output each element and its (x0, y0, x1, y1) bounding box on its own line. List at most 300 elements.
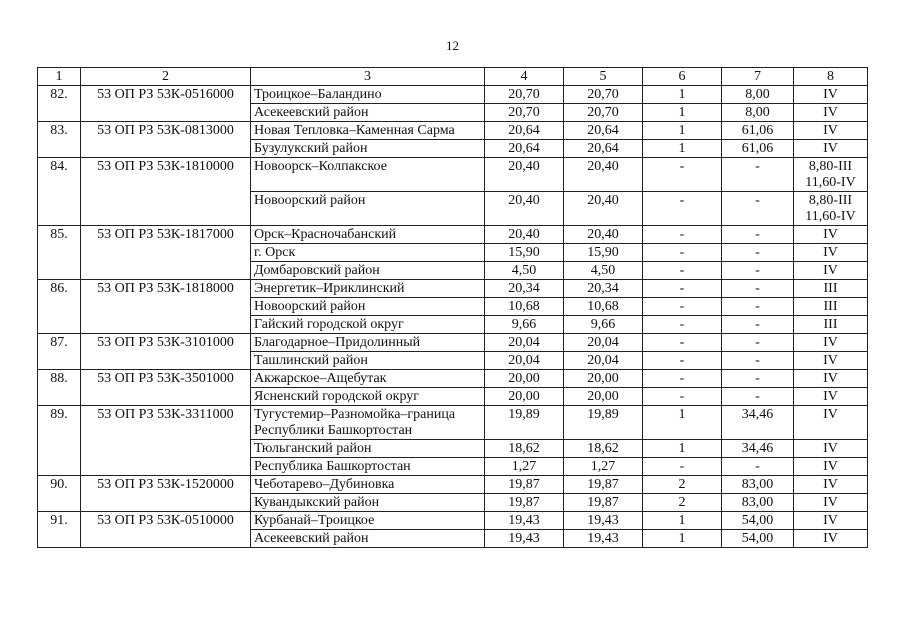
bridge-count-cell (643, 298, 722, 316)
length-total-cell (485, 370, 564, 388)
length-cell-text: 10,68 (587, 299, 619, 314)
category-cell-text: III (823, 317, 838, 332)
bridge-length-cell (722, 494, 794, 512)
category-cell (794, 530, 868, 548)
bridge-length-cell-text: - (755, 281, 760, 296)
bridge-length-cell-text: - (755, 263, 760, 278)
road-name-cell (251, 86, 485, 104)
road-name-cell-text: Акжарское–Ащебутак (254, 371, 387, 386)
bridge-length-cell-text: 61,06 (741, 123, 774, 138)
bridge-count-cell-text: - (679, 227, 685, 242)
road-name-cell (251, 530, 485, 548)
bridge-count-cell-text: 1 (678, 105, 686, 120)
length-total-cell (485, 298, 564, 316)
category-cell (794, 370, 868, 388)
length-total-cell (485, 494, 564, 512)
bridge-length-cell (722, 458, 794, 476)
bridge-length-cell-text: 8,00 (745, 105, 770, 120)
road-name-cell (251, 104, 485, 122)
length-total-cell-text: 4,50 (511, 263, 537, 278)
length-cell (564, 406, 643, 440)
category-cell (794, 476, 868, 494)
category-cell (794, 244, 868, 262)
bridge-count-cell (643, 158, 722, 192)
row-number-cell: 82. (38, 86, 81, 122)
bridge-length-cell (722, 122, 794, 140)
length-cell (564, 262, 643, 280)
length-total-cell (485, 104, 564, 122)
length-cell (564, 140, 643, 158)
length-total-cell (485, 352, 564, 370)
length-total-cell-text: 20,04 (508, 335, 540, 350)
bridge-length-cell-text: - (755, 353, 760, 368)
length-cell (564, 158, 643, 192)
bridge-count-cell (643, 406, 722, 440)
column-header: 1 (38, 68, 81, 86)
length-cell-text: 19,43 (587, 513, 619, 528)
length-total-cell (485, 458, 564, 476)
road-code-cell: 53 ОП РЗ 53К-1817000 (81, 226, 251, 280)
category-cell (794, 316, 868, 334)
road-name-cell (251, 192, 485, 226)
bridge-length-cell (722, 158, 794, 192)
road-name-cell-text: Новоорский район (254, 299, 366, 314)
length-total-cell-text: 20,64 (508, 141, 540, 156)
bridge-length-cell-text: 83,00 (741, 477, 774, 492)
length-cell (564, 512, 643, 530)
table-row (38, 476, 868, 494)
road-name-cell (251, 352, 485, 370)
length-total-cell-text: 20,70 (508, 87, 540, 102)
length-cell-text: 18,62 (587, 441, 619, 456)
road-name-cell-text: Асекеевский район (254, 105, 369, 120)
road-name-cell-text: Асекеевский район (254, 531, 369, 546)
bridge-length-cell-text: - (755, 335, 760, 350)
category-cell-text: IV (823, 227, 838, 242)
road-name-cell (251, 122, 485, 140)
bridge-count-cell (643, 226, 722, 244)
length-cell (564, 104, 643, 122)
length-cell-text: 19,87 (587, 477, 619, 492)
bridge-count-cell (643, 192, 722, 226)
length-total-cell (485, 226, 564, 244)
road-name-cell-text: Энергетик–Ириклинский (254, 281, 405, 296)
length-total-cell-text: 20,64 (508, 123, 540, 138)
road-name-cell-text: Тугустемир–Разномойка–граница Республики Башкортостан (254, 407, 456, 438)
column-header: 7 (722, 68, 794, 86)
bridge-length-cell (722, 280, 794, 298)
length-cell (564, 122, 643, 140)
length-total-cell (485, 192, 564, 226)
bridge-count-cell (643, 476, 722, 494)
bridge-length-cell-text: - (755, 389, 760, 404)
bridge-length-cell (722, 334, 794, 352)
bridge-count-cell-text: 1 (678, 441, 686, 456)
bridge-count-cell (643, 280, 722, 298)
bridge-count-cell-text: 1 (678, 407, 686, 422)
road-name-cell (251, 512, 485, 530)
length-total-cell-text: 20,00 (508, 371, 540, 386)
road-code-cell: 53 ОП РЗ 53К-1818000 (81, 280, 251, 334)
length-total-cell (485, 476, 564, 494)
bridge-count-cell-text: - (679, 459, 685, 474)
length-cell-text: 19,87 (587, 495, 619, 510)
category-cell-text: IV (823, 389, 838, 404)
bridge-length-cell (722, 388, 794, 406)
road-name-cell (251, 334, 485, 352)
page-number: 12 (446, 38, 459, 53)
length-cell (564, 494, 643, 512)
row-number-cell: 90. (38, 476, 81, 512)
length-cell (564, 388, 643, 406)
road-name-cell-text: Новоорский район (254, 193, 366, 208)
length-cell (564, 530, 643, 548)
bridge-count-cell (643, 104, 722, 122)
bridge-count-cell-text: - (679, 353, 685, 368)
bridge-length-cell (722, 192, 794, 226)
bridge-count-cell (643, 370, 722, 388)
length-total-cell (485, 530, 564, 548)
length-cell-text: 20,70 (587, 87, 619, 102)
road-name-cell (251, 140, 485, 158)
bridge-length-cell (722, 530, 794, 548)
bridge-count-cell-text: - (679, 245, 685, 260)
bridge-count-cell-text: - (679, 371, 685, 386)
length-total-cell (485, 158, 564, 192)
bridge-count-cell (643, 262, 722, 280)
length-total-cell-text: 20,04 (508, 353, 540, 368)
road-name-cell-text: г. Орск (254, 245, 296, 260)
category-cell (794, 440, 868, 458)
length-total-cell-text: 20,40 (508, 227, 540, 242)
length-cell-text: 15,90 (587, 245, 619, 260)
category-cell-text: IV (823, 335, 838, 350)
road-name-cell-text: Курбанай–Троицкое (254, 513, 375, 528)
bridge-count-cell-text: - (679, 335, 685, 350)
table-row (38, 406, 868, 440)
length-total-cell (485, 280, 564, 298)
category-cell-text: IV (823, 531, 838, 546)
length-total-cell (485, 334, 564, 352)
bridge-length-cell-text: - (755, 193, 760, 208)
road-name-cell (251, 406, 485, 440)
bridge-count-cell (643, 440, 722, 458)
category-cell-text: IV (823, 141, 838, 156)
row-number-cell: 91. (38, 512, 81, 548)
bridge-length-cell-text: 34,46 (741, 441, 774, 456)
category-cell-text: III (823, 299, 838, 314)
category-cell-text: 8,80-III 11,60-IV (805, 193, 856, 224)
length-total-cell (485, 388, 564, 406)
bridge-length-cell-text: - (755, 159, 760, 174)
length-cell-text: 1,27 (590, 459, 616, 474)
row-number-cell: 85. (38, 226, 81, 280)
bridge-length-cell-text: 54,00 (741, 531, 774, 546)
road-name-cell-text: Тюльганский район (254, 441, 372, 456)
category-cell-text: IV (823, 353, 838, 368)
bridge-length-cell-text: 83,00 (741, 495, 774, 510)
road-name-cell-text: Троицкое–Баландино (254, 87, 382, 102)
bridge-length-cell (722, 476, 794, 494)
bridge-count-cell-text: 1 (678, 531, 686, 546)
category-cell-text: IV (823, 441, 838, 456)
road-code-cell: 53 ОП РЗ 53К-1520000 (81, 476, 251, 512)
bridge-length-cell (722, 298, 794, 316)
bridge-count-cell-text: - (679, 317, 685, 332)
length-cell (564, 458, 643, 476)
bridge-length-cell-text: - (755, 459, 760, 474)
bridge-count-cell (643, 122, 722, 140)
bridge-length-cell (722, 512, 794, 530)
bridge-count-cell (643, 494, 722, 512)
table-body (38, 86, 868, 548)
road-name-cell (251, 298, 485, 316)
length-cell (564, 316, 643, 334)
road-name-cell-text: Домбаровский район (254, 263, 380, 278)
bridge-length-cell-text: - (755, 371, 760, 386)
road-name-cell (251, 316, 485, 334)
length-total-cell-text: 10,68 (508, 299, 540, 314)
table-row (38, 280, 868, 298)
road-code-cell: 53 ОП РЗ 53К-3501000 (81, 370, 251, 406)
bridge-count-cell (643, 512, 722, 530)
category-cell-text: IV (823, 87, 838, 102)
length-cell-text: 19,43 (587, 531, 619, 546)
category-cell-text: IV (823, 245, 838, 260)
road-name-cell-text: Ясненский городской округ (254, 389, 420, 404)
bridge-count-cell (643, 140, 722, 158)
row-number-cell: 83. (38, 122, 81, 158)
category-cell (794, 388, 868, 406)
table-row (38, 334, 868, 352)
length-cell-text: 20,64 (587, 141, 619, 156)
length-total-cell-text: 18,62 (508, 441, 540, 456)
length-cell (564, 226, 643, 244)
category-cell-text: IV (823, 513, 838, 528)
row-number-cell: 88. (38, 370, 81, 406)
road-name-cell (251, 280, 485, 298)
road-code-cell: 53 ОП РЗ 53К-3311000 (81, 406, 251, 476)
bridge-length-cell (722, 352, 794, 370)
row-number-cell: 89. (38, 406, 81, 476)
bridge-length-cell-text: - (755, 299, 760, 314)
bridge-length-cell-text: - (755, 227, 760, 242)
length-cell-text: 20,00 (587, 371, 619, 386)
category-cell-text: III (823, 281, 838, 296)
road-name-cell-text: Ташлинский район (254, 353, 368, 368)
bridge-count-cell-text: - (679, 159, 685, 174)
category-cell-text: IV (823, 407, 838, 422)
length-total-cell (485, 86, 564, 104)
road-name-cell (251, 458, 485, 476)
length-cell (564, 192, 643, 226)
length-cell-text: 20,34 (587, 281, 619, 296)
length-total-cell (485, 262, 564, 280)
length-total-cell (485, 512, 564, 530)
category-cell-text: IV (823, 459, 838, 474)
category-cell (794, 298, 868, 316)
length-cell (564, 280, 643, 298)
road-name-cell-text: Благодарное–Придолинный (254, 335, 421, 350)
bridge-length-cell (722, 226, 794, 244)
bridge-count-cell-text: 1 (678, 141, 686, 156)
column-header: 2 (81, 68, 251, 86)
bridge-length-cell-text: - (755, 245, 760, 260)
bridge-count-cell-text: - (679, 299, 685, 314)
column-header: 3 (251, 68, 485, 86)
length-cell-text: 9,66 (590, 317, 616, 332)
bridge-length-cell (722, 86, 794, 104)
category-cell (794, 140, 868, 158)
length-total-cell-text: 19,43 (508, 513, 540, 528)
length-cell-text: 20,40 (587, 159, 619, 174)
column-header: 8 (794, 68, 868, 86)
bridge-count-cell-text: - (679, 389, 685, 404)
length-cell (564, 298, 643, 316)
length-total-cell-text: 19,89 (508, 407, 540, 422)
bridge-count-cell-text: 1 (678, 87, 686, 102)
road-code-cell: 53 ОП РЗ 53К-0510000 (81, 512, 251, 548)
length-cell (564, 244, 643, 262)
category-cell (794, 458, 868, 476)
roads-table (37, 67, 868, 548)
length-cell-text: 20,40 (587, 227, 619, 242)
bridge-length-cell-text: 54,00 (741, 513, 774, 528)
category-cell (794, 352, 868, 370)
category-cell (794, 158, 868, 192)
length-total-cell-text: 19,87 (508, 495, 540, 510)
bridge-count-cell (643, 388, 722, 406)
category-cell (794, 192, 868, 226)
length-total-cell-text: 20,40 (508, 159, 540, 174)
length-total-cell (485, 244, 564, 262)
table-row (38, 370, 868, 388)
column-header: 5 (564, 68, 643, 86)
length-cell (564, 370, 643, 388)
category-cell (794, 406, 868, 440)
category-cell-text: IV (823, 123, 838, 138)
bridge-length-cell (722, 104, 794, 122)
road-code-cell: 53 ОП РЗ 53К-1810000 (81, 158, 251, 226)
category-cell-text: IV (823, 495, 838, 510)
length-total-cell-text: 20,40 (508, 193, 540, 208)
category-cell (794, 226, 868, 244)
row-number-cell: 84. (38, 158, 81, 226)
table-row (38, 158, 868, 192)
bridge-length-cell-text: 61,06 (741, 141, 774, 156)
road-name-cell (251, 244, 485, 262)
row-number-cell: 87. (38, 334, 81, 370)
road-name-cell (251, 158, 485, 192)
length-cell (564, 476, 643, 494)
length-total-cell-text: 20,34 (508, 281, 540, 296)
road-name-cell (251, 494, 485, 512)
length-cell-text: 20,70 (587, 105, 619, 120)
length-total-cell-text: 19,87 (508, 477, 540, 492)
length-cell-text: 20,00 (587, 389, 619, 404)
length-cell-text: 20,04 (587, 353, 619, 368)
column-header: 6 (643, 68, 722, 86)
bridge-count-cell (643, 316, 722, 334)
road-name-cell-text: Республика Башкортостан (254, 459, 411, 474)
length-total-cell (485, 406, 564, 440)
length-total-cell-text: 20,00 (508, 389, 540, 404)
road-name-cell-text: Новая Тепловка–Каменная Сарма (254, 123, 455, 138)
length-total-cell (485, 140, 564, 158)
table-row (38, 122, 868, 140)
road-name-cell (251, 476, 485, 494)
length-cell (564, 334, 643, 352)
bridge-length-cell (722, 244, 794, 262)
category-cell (794, 122, 868, 140)
category-cell (794, 104, 868, 122)
category-cell-text: IV (823, 263, 838, 278)
length-cell-text: 20,64 (587, 123, 619, 138)
road-code-cell: 53 ОП РЗ 53К-0813000 (81, 122, 251, 158)
bridge-count-cell-text: - (679, 263, 685, 278)
bridge-count-cell (643, 244, 722, 262)
bridge-length-cell-text: - (755, 317, 760, 332)
length-cell (564, 440, 643, 458)
length-total-cell (485, 440, 564, 458)
length-total-cell (485, 316, 564, 334)
bridge-length-cell (722, 440, 794, 458)
bridge-length-cell (722, 140, 794, 158)
road-name-cell-text: Кувандыкский район (254, 495, 380, 510)
road-name-cell-text: Чеботарево–Дубиновка (254, 477, 395, 492)
road-name-cell (251, 370, 485, 388)
category-cell (794, 86, 868, 104)
column-header: 4 (485, 68, 564, 86)
length-total-cell-text: 19,43 (508, 531, 540, 546)
bridge-count-cell-text: 2 (678, 495, 686, 510)
category-cell (794, 494, 868, 512)
bridge-count-cell (643, 352, 722, 370)
bridge-length-cell (722, 406, 794, 440)
road-name-cell (251, 388, 485, 406)
road-name-cell-text: Гайский городской округ (254, 317, 404, 332)
length-cell (564, 86, 643, 104)
category-cell-text: IV (823, 477, 838, 492)
road-code-cell: 53 ОП РЗ 53К-3101000 (81, 334, 251, 370)
road-name-cell-text: Новоорск–Колпакское (254, 159, 387, 174)
row-number-cell: 86. (38, 280, 81, 334)
road-name-cell (251, 226, 485, 244)
road-name-cell (251, 262, 485, 280)
category-cell (794, 280, 868, 298)
length-total-cell-text: 9,66 (511, 317, 537, 332)
category-cell (794, 334, 868, 352)
road-name-cell-text: Бузулукский район (254, 141, 368, 156)
category-cell-text: 8,80-III 11,60-IV (805, 159, 856, 190)
road-name-cell (251, 440, 485, 458)
length-cell-text: 4,50 (590, 263, 616, 278)
road-name-cell-text: Орск–Красночабанский (254, 227, 397, 242)
bridge-count-cell (643, 530, 722, 548)
bridge-count-cell (643, 334, 722, 352)
bridge-count-cell (643, 86, 722, 104)
bridge-count-cell-text: - (679, 193, 685, 208)
bridge-count-cell (643, 458, 722, 476)
category-cell (794, 512, 868, 530)
bridge-length-cell (722, 316, 794, 334)
length-cell (564, 352, 643, 370)
bridge-count-cell-text: 1 (678, 123, 686, 138)
length-cell-text: 20,40 (587, 193, 619, 208)
category-cell-text: IV (823, 105, 838, 120)
length-cell-text: 19,89 (587, 407, 619, 422)
bridge-count-cell-text: 1 (678, 513, 686, 528)
